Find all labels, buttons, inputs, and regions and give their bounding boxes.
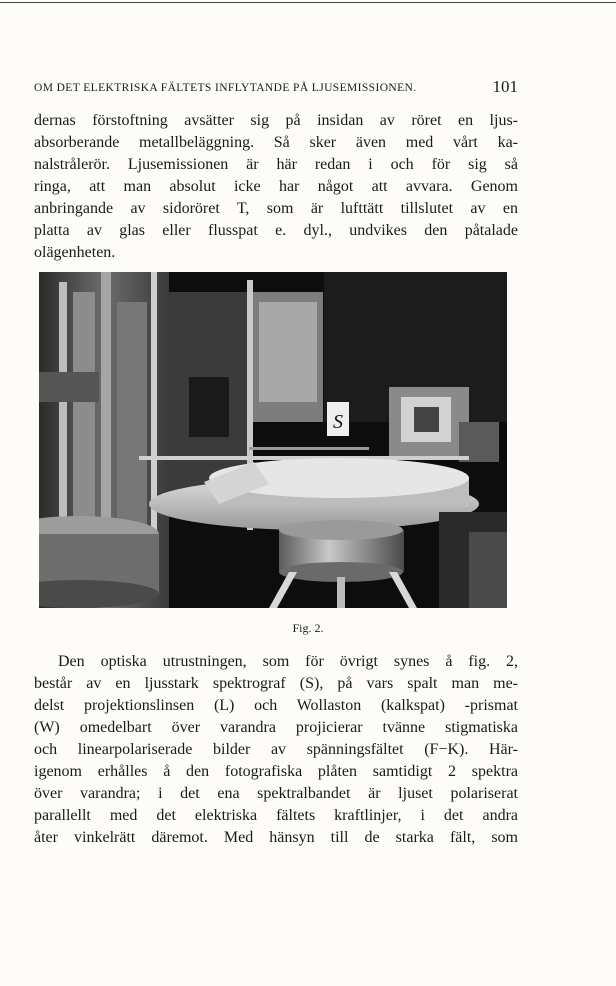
text-line: platta av glas eller flusspat e. dyl., undvikes den påtalade <box>34 222 518 239</box>
figure-photo <box>39 272 507 608</box>
text-line: Den optiska utrustningen, som för övrigt synes å fig. 2, <box>58 653 518 670</box>
running-title: OM DET ELEKTRISKA FÄLTETS INFLYTANDE PÅ LJUSEMISSIONEN. <box>34 82 417 94</box>
text-line: åter vinkelrätt däremot. Med hänsyn till de starka fält, som <box>34 829 518 846</box>
apparatus-photo <box>39 272 507 608</box>
page-number: 101 <box>492 77 518 96</box>
figure-caption: Fig. 2. <box>292 621 324 635</box>
top-rule <box>0 2 616 3</box>
text-line: består av en ljusstark spektrograf (S), på vars spalt man me- <box>34 675 518 692</box>
photo-label-s: S <box>333 411 343 433</box>
paragraph-2 <box>34 651 518 849</box>
running-header <box>34 77 518 100</box>
text-line: och linearpolariserade bilder av spänningsfältet (F−K). Här- <box>34 741 518 758</box>
text-line: parallellt med det elektriska fältets kraftlinjer, i det andra <box>34 807 518 824</box>
text-line: igenom erhålles å den fotografiska plåten samtidigt 2 spektra <box>34 763 518 780</box>
text-line: olägenheten. <box>34 244 116 261</box>
text-line: nalstrålerör. Ljusemissionen är här redan i och för sig så <box>34 156 518 173</box>
text-line: dernas förstoftning avsätter sig på insidan av röret en ljus- <box>34 112 518 129</box>
text-line: (W) omedelbart över varandra projicierar tvänne stigmatiska <box>34 719 518 736</box>
text-line: över varandra; i det ena spektralbandet är ljuset polariserat <box>34 785 518 802</box>
text-line: anbringande av sidoröret T, som är lufttätt tillslutet av en <box>34 200 518 217</box>
text-line: delst projektionslinsen (L) och Wollaston (kalkspat) -prismat <box>34 697 518 714</box>
text-line: absorberande metallbeläggning. Så sker även med vårt ka- <box>34 134 518 151</box>
text-line: ringa, att man absolut icke har något att avvara. Genom <box>34 178 518 195</box>
paragraph-1 <box>34 110 518 264</box>
